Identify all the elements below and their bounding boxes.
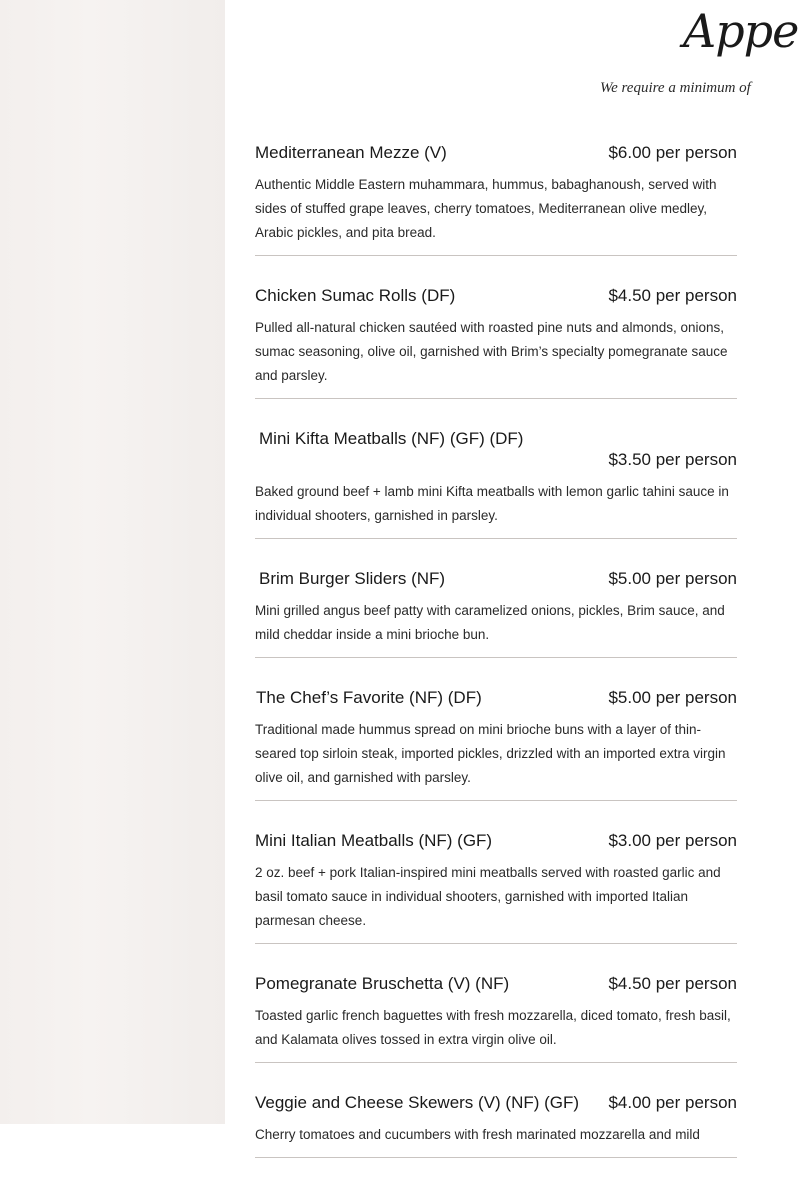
item-name: Veggie and Cheese Skewers (V) (NF) (GF) bbox=[255, 1093, 580, 1112]
item-description: Baked ground beef + lamb mini Kifta meatballs with lemon garlic tahini sauce in individual shooters, garnished in parsley. bbox=[255, 484, 729, 523]
item-name: Chicken Sumac Rolls (DF) bbox=[255, 286, 456, 305]
item-header bbox=[255, 566, 737, 592]
menu-item bbox=[255, 283, 737, 399]
item-header bbox=[255, 140, 737, 166]
menu-item bbox=[255, 971, 737, 1063]
item-name: Brim Burger Sliders (NF) bbox=[259, 569, 446, 588]
item-price: $5.00 per person bbox=[608, 688, 737, 707]
item-price: $4.50 per person bbox=[608, 974, 737, 993]
item-header bbox=[255, 1090, 737, 1116]
menu-item bbox=[255, 426, 737, 539]
item-price: $6.00 per person bbox=[608, 143, 737, 162]
item-price: $3.00 per person bbox=[608, 831, 737, 850]
item-description: Authentic Middle Eastern muhammara, hummus, babaghanoush, served with sides of stuffed grape leaves, cherry tomatoes, Mediterranean olive medley, Arabic pickles, and pita bread. bbox=[255, 177, 717, 240]
menu-item bbox=[255, 140, 737, 256]
item-price: $4.50 per person bbox=[608, 286, 737, 305]
item-description: Toasted garlic french baguettes with fresh mozzarella, diced tomato, fresh basil, and Kalamata olives tossed in extra virgin olive oil. bbox=[255, 1008, 731, 1047]
item-price: $3.50 per person bbox=[608, 450, 737, 469]
menu-item bbox=[255, 1090, 737, 1158]
item-description: 2 oz. beef + pork Italian-inspired mini meatballs served with roasted garlic and basil tomato sauce in individual shooters, garnished with imported Italian parmesan cheese. bbox=[255, 865, 721, 928]
minimum-order-note: We require a minimum of bbox=[600, 80, 751, 96]
item-name: Mini Italian Meatballs (NF) (GF) bbox=[255, 831, 493, 850]
menu-item bbox=[255, 566, 737, 658]
item-name: Pomegranate Bruschetta (V) (NF) bbox=[255, 974, 510, 993]
menu-content bbox=[225, 0, 798, 1142]
left-sidebar-panel bbox=[0, 0, 225, 1124]
item-name: Mediterranean Mezze (V) bbox=[255, 143, 447, 162]
item-header bbox=[255, 685, 737, 711]
item-price: $5.00 per person bbox=[608, 569, 737, 588]
item-description: Cherry tomatoes and cucumbers with fresh marinated mozzarella and mild bbox=[255, 1127, 700, 1142]
menu-item bbox=[255, 685, 737, 801]
item-header bbox=[255, 971, 737, 997]
item-name: Mini Kifta Meatballs (NF) (GF) (DF) bbox=[259, 429, 524, 448]
item-description: Mini grilled angus beef patty with caramelized onions, pickles, Brim sauce, and mild cheddar inside a mini brioche bun. bbox=[255, 603, 725, 642]
item-description: Traditional made hummus spread on mini brioche buns with a layer of thin-seared top sirloin steak, imported pickles, drizzled with an imported extra virgin olive oil, and garnished with parsley. bbox=[255, 722, 726, 785]
item-header bbox=[255, 283, 737, 309]
menu-list bbox=[255, 140, 737, 1185]
item-price: $4.00 per person bbox=[608, 1093, 737, 1112]
page-title: Appe bbox=[683, 4, 798, 58]
item-header bbox=[255, 426, 737, 473]
item-description: Pulled all-natural chicken sautéed with roasted pine nuts and almonds, onions, sumac seasoning, olive oil, garnished with Brim’s specialty pomegranate sauce and parsley. bbox=[255, 320, 728, 383]
item-header bbox=[255, 828, 737, 854]
item-name: The Chef’s Favorite (NF) (DF) bbox=[256, 688, 482, 707]
menu-item bbox=[255, 828, 737, 944]
